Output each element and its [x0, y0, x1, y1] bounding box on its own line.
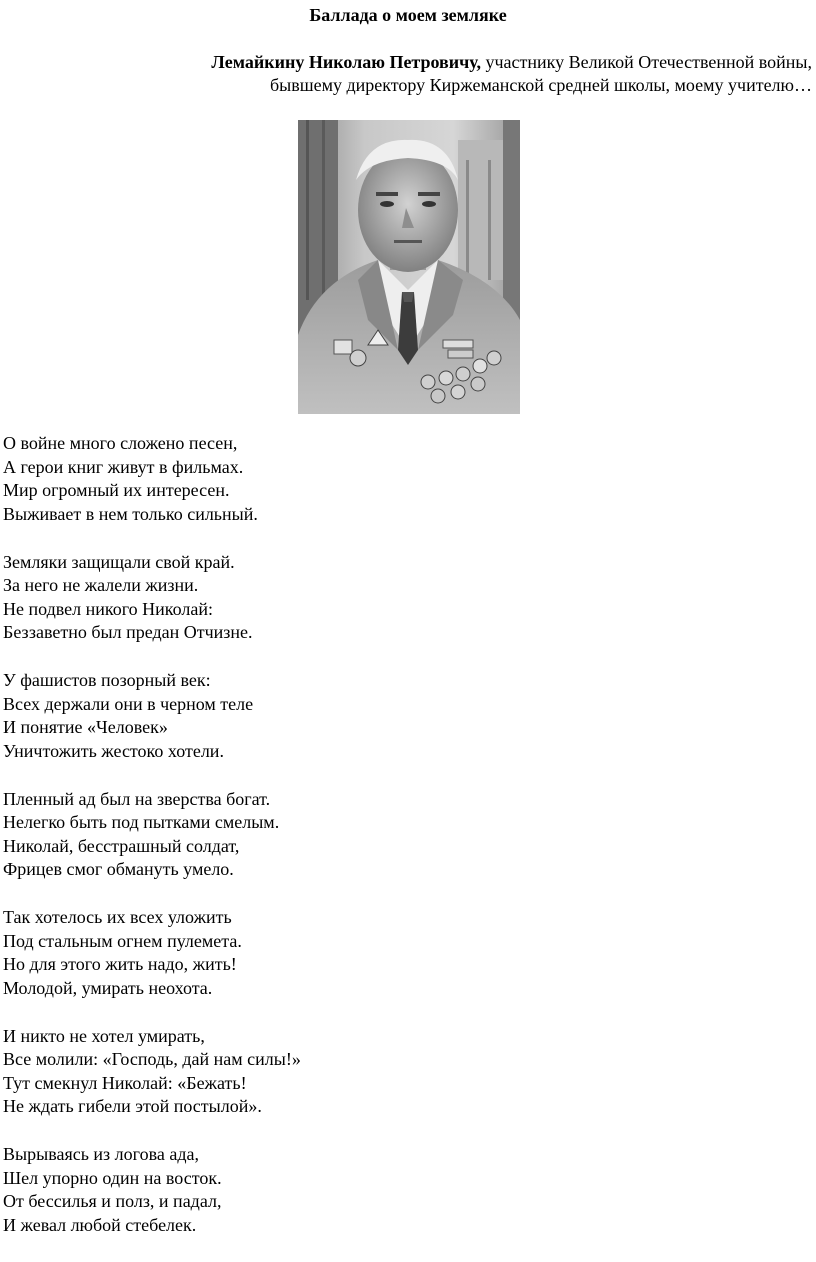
poem-line: Всех держали они в черном теле	[3, 693, 254, 714]
poem-line: Нелегко быть под пытками смелым.	[3, 812, 280, 832]
poem-line: Не подвел никого Николай:	[3, 598, 213, 619]
stanza	[3, 669, 793, 763]
stanza	[3, 788, 793, 882]
poem-line: Николай, бесстрашный солдат,	[3, 835, 240, 856]
stanza	[3, 906, 793, 1000]
poem-line: Мир огромный их интересен.	[3, 480, 230, 500]
document-title: Баллада о моем земляке	[309, 5, 507, 25]
stanza	[3, 551, 793, 645]
poem-line: Не ждать гибели этой постылой».	[3, 1096, 262, 1116]
poem-line: Уничтожить жестоко хотели.	[3, 740, 224, 761]
poem-line: Фрицев смог обмануть умело.	[3, 859, 234, 879]
poem-line: У фашистов позорный век:	[3, 670, 211, 690]
stanza	[3, 1143, 793, 1237]
portrait-photo	[298, 120, 520, 414]
poem-line: И никто не хотел умирать,	[3, 1025, 205, 1046]
poem-line: И понятие «Человек»	[3, 717, 168, 737]
dedication-line1: участнику Великой Отечественной войны,	[481, 52, 812, 72]
poem-line: А герои книг живут в фильмах.	[3, 456, 244, 477]
poem	[3, 432, 793, 1262]
poem-line: Беззаветно был предан Отчизне.	[3, 622, 253, 642]
dedication	[92, 51, 812, 97]
stanza	[3, 1025, 793, 1119]
poem-line: Молодой, умирать неохота.	[3, 977, 213, 998]
poem-line: Так хотелось их всех уложить	[3, 907, 232, 927]
dedication-line2: бывшему директору Киржеманской средней школы, моему учителю…	[270, 75, 812, 95]
stanza	[3, 432, 793, 526]
poem-line: От бессилья и полз, и падал,	[3, 1191, 222, 1211]
poem-line: Но для этого жить надо, жить!	[3, 954, 237, 974]
poem-line: Вырываясь из логова ада,	[3, 1144, 199, 1164]
poem-line: О войне много сложено песен,	[3, 433, 238, 453]
poem-line: Под стальным огнем пулемета.	[3, 930, 242, 951]
poem-line: Тут смекнул Николай: «Бежать!	[3, 1072, 247, 1093]
poem-line: И жевал любой стебелек.	[3, 1214, 197, 1235]
poem-line: Все молили: «Господь, дай нам силы!»	[3, 1049, 301, 1069]
poem-line: Пленный ад был на зверства богат.	[3, 788, 271, 809]
poem-line: За него не жалели жизни.	[3, 575, 199, 595]
poem-line: Выживает в нем только сильный.	[3, 503, 258, 524]
dedication-name: Лемайкину Николаю Петровичу,	[211, 52, 481, 72]
poem-line: Шел упорно один на восток.	[3, 1167, 222, 1188]
poem-line: Земляки защищали свой край.	[3, 551, 235, 572]
